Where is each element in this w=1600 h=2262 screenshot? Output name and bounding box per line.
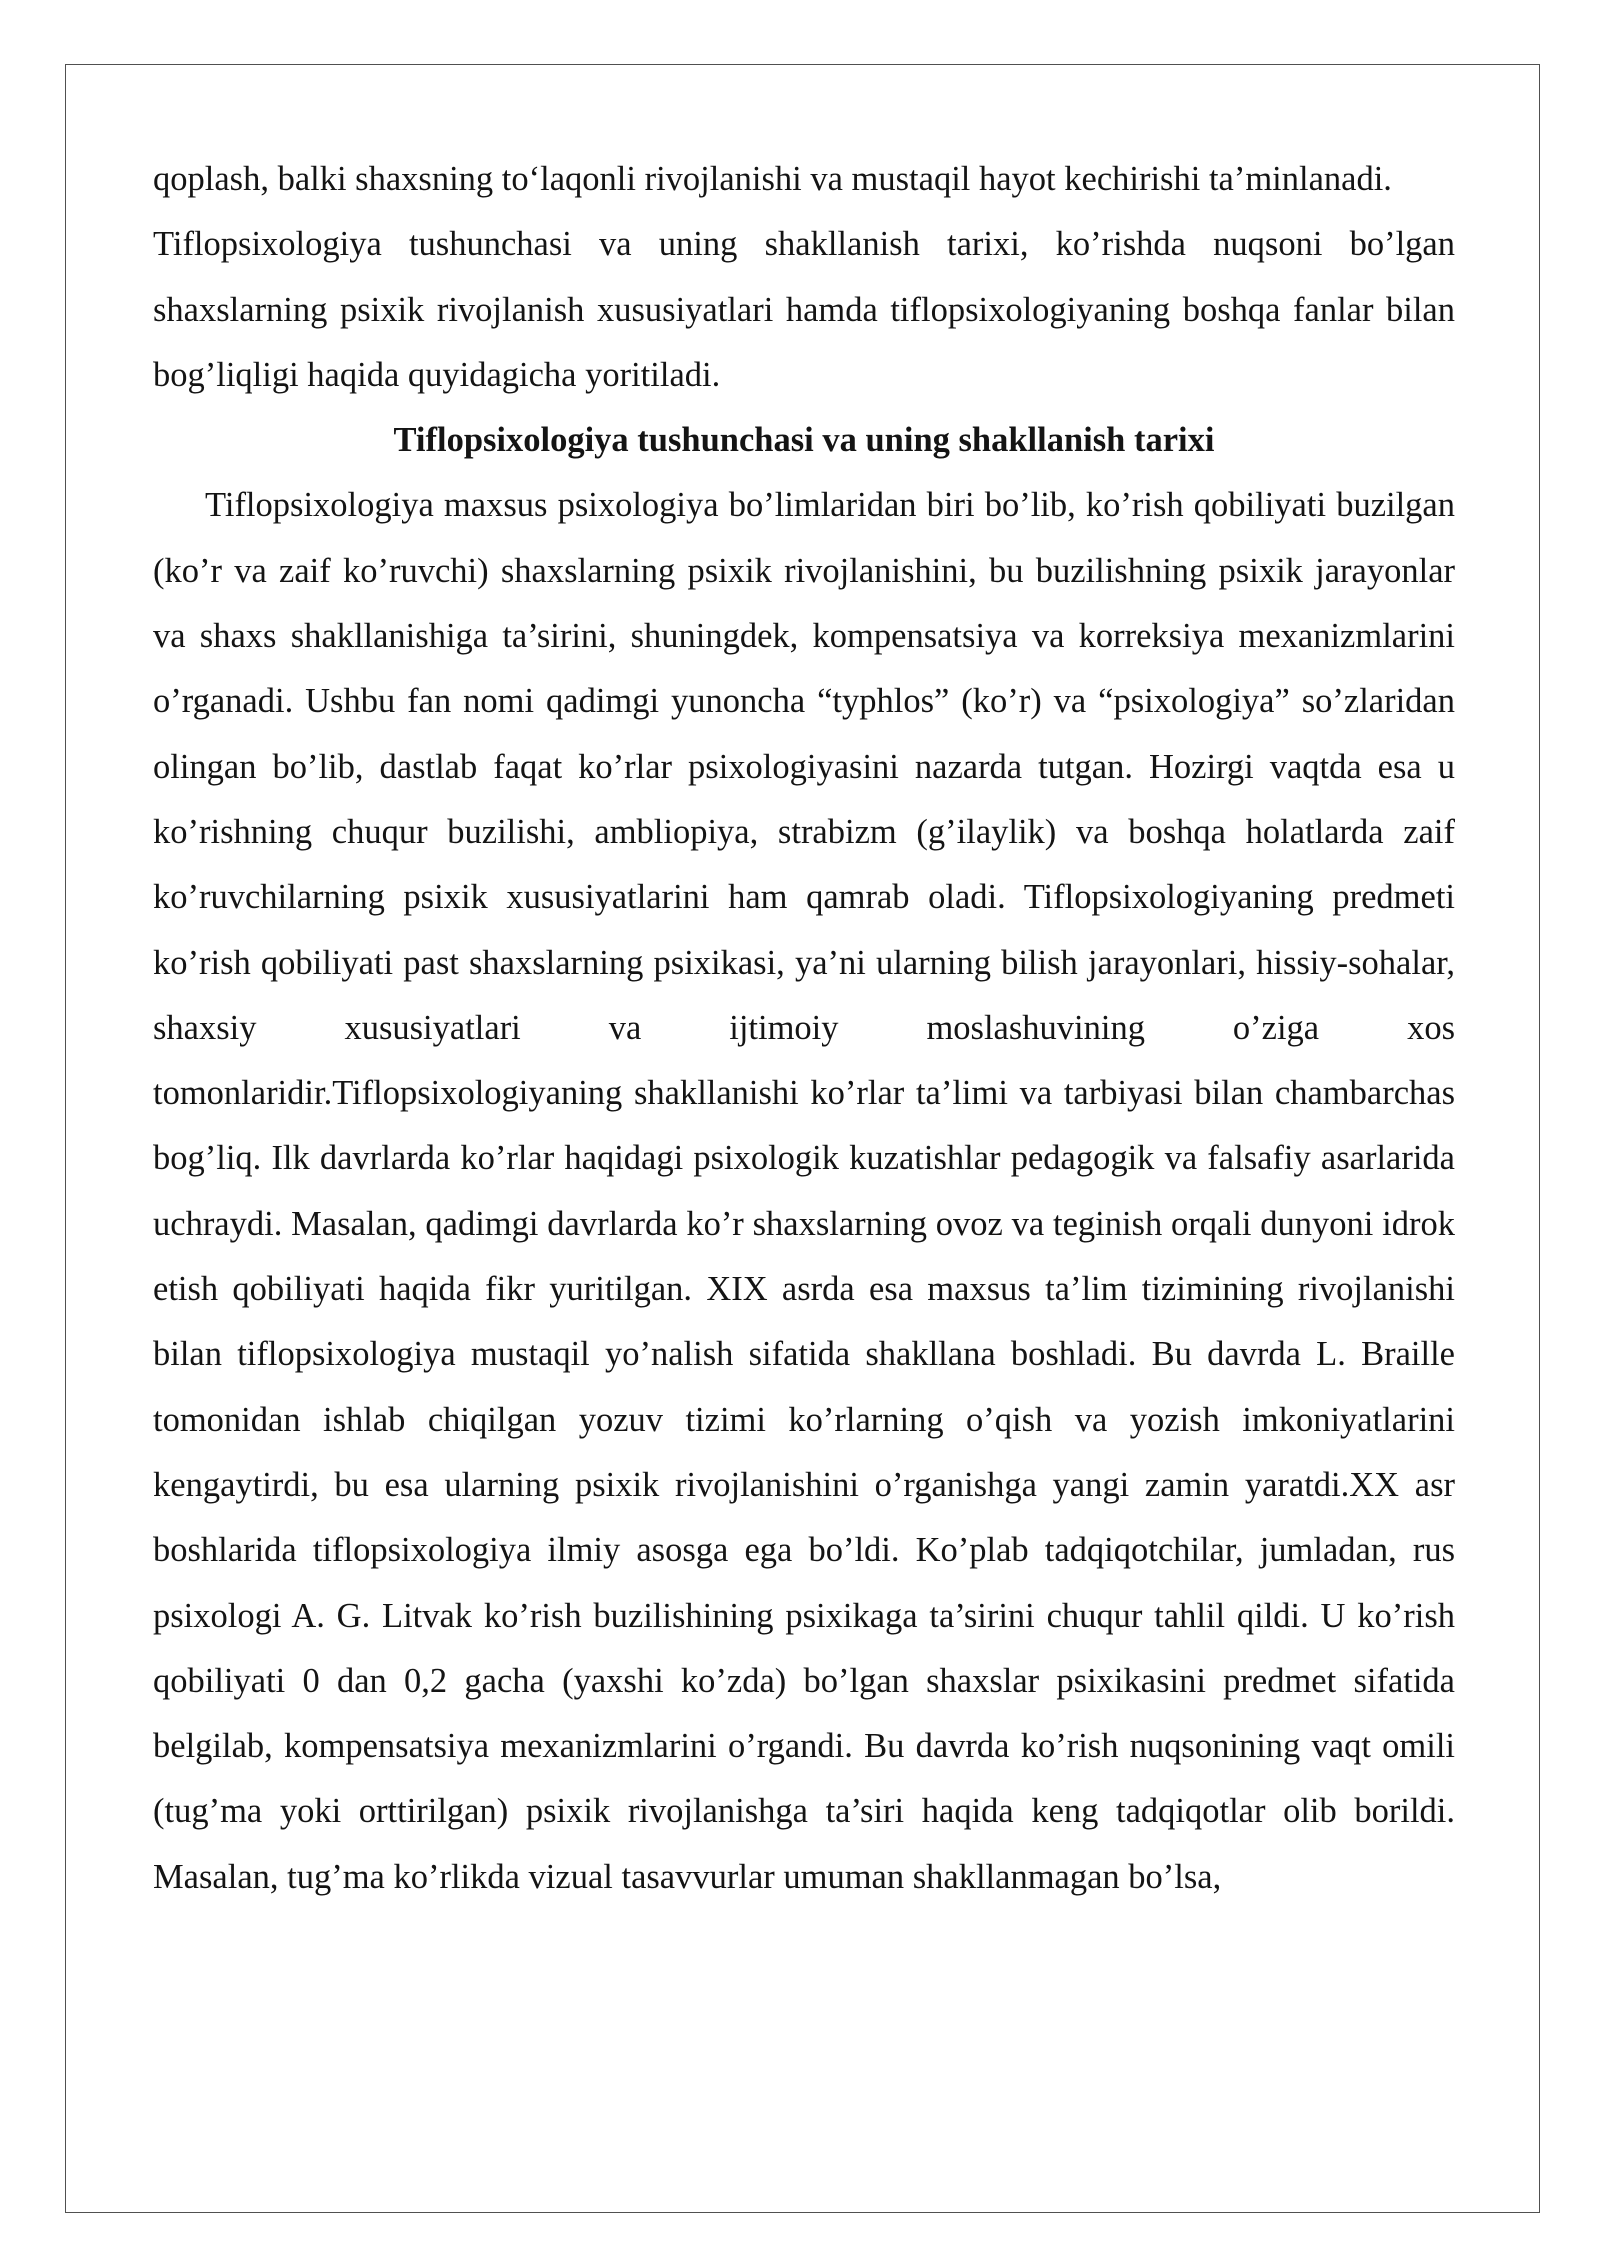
body-paragraph: Tiflopsixologiya maxsus psixologiya bo’limlaridan biri bo’lib, ko’rish qobiliyati buzilgan (ko’r va zaif ko’ruvchi) shaxslarning psixik rivojlanishini, bu buzilishning psixik jarayonlar va shaxs shakllanishiga ta’sirini, shuningdek, kompensatsiya va korreksiya mexanizmlarini o’rganadi. Ushbu fan nomi qadimgi yunoncha “typhlos” (ko’r) va “psixologiya” so’zlaridan olingan bo’lib, dastlab faqat ko’rlar psixologiyasini nazarda tutgan. Hozirgi vaqtda esa u ko’rishning chuqur buzilishi, ambliopiya, strabizm (g’ilaylik) va boshqa holatlarda zaif ko’ruvchilarning psixik xususiyatlarini ham qamrab oladi. Tiflopsixologiyaning predmeti ko’rish qobiliyati past shaxslarning psixikasi, ya’ni ularning bilish jarayonlari, hissiy-sohalar, shaxsiy xususiyatlari va ijtimoiy moslashuvining o’ziga xos tomonlaridir.Tiflopsixologiyaning shakllanishi ko’rlar ta’limi va tarbiyasi bilan chambarchas bog’liq. Ilk davrlarda ko’rlar haqidagi psixologik kuzatishlar pedagogik va falsafiy asarlarida uchraydi. Masalan, qadimgi davrlarda ko’r shaxslarning ovoz va teginish orqali dunyoni idrok etish qobiliyati haqida fikr yuritilgan. XIX asrda esa maxsus ta’lim tizimining rivojlanishi bilan tiflopsixologiya mustaqil yo’nalish sifatida shakllana boshladi. Bu davrda L. Braille tomonidan ishlab chiqilgan yozuv tizimi ko’rlarning o’qish va yozish imkoniyatlarini kengaytirdi, bu esa ularning psixik rivojlanishini o’rganishga yangi zamin yaratdi.XX asr boshlarida tiflopsixologiya ilmiy asosga ega bo’ldi. Ko’plab tadqiqotchilar, jumladan, rus psixologi A. G. Litvak ko’rish buzilishining psixikaga ta’sirini chuqur tahlil qildi. U ko’rish qobiliyati 0 dan 0,2 gacha (yaxshi ko’zda) bo’lgan shaxslar psixikasini predmet sifatida belgilab, kompensatsiya mexanizmlarini o’rgandi. Bu davrda ko’rish nuqsonining vaqt omili (tug’ma yoki orttirilgan) psixik rivojlanishga ta’siri haqida keng tadqiqotlar olib borildi. Masalan, tug’ma ko’rlikda vizual tasavvurlar umuman shakllanmagan bo’lsa, <box>153 486 1455 1896</box>
page-text <box>153 147 1455 1910</box>
section-heading: Tiflopsixologiya tushunchasi va uning shakllanish tarixi <box>393 421 1215 460</box>
continuation-paragraph: qoplash, balki shaxsning to‘laqonli rivojlanishi va mustaqil hayot kechirishi ta’minlanadi. <box>153 160 1392 198</box>
intro-paragraph: Tiflopsixologiya tushunchasi va uning shakllanish tarixi, ko’rishda nuqsoni bo’lgan shaxslarning psixik rivojlanish xususiyatlari hamda tiflopsixologiyaning boshqa fanlar bilan bog’liqligi haqida quyidagicha yoritiladi. <box>153 225 1455 394</box>
